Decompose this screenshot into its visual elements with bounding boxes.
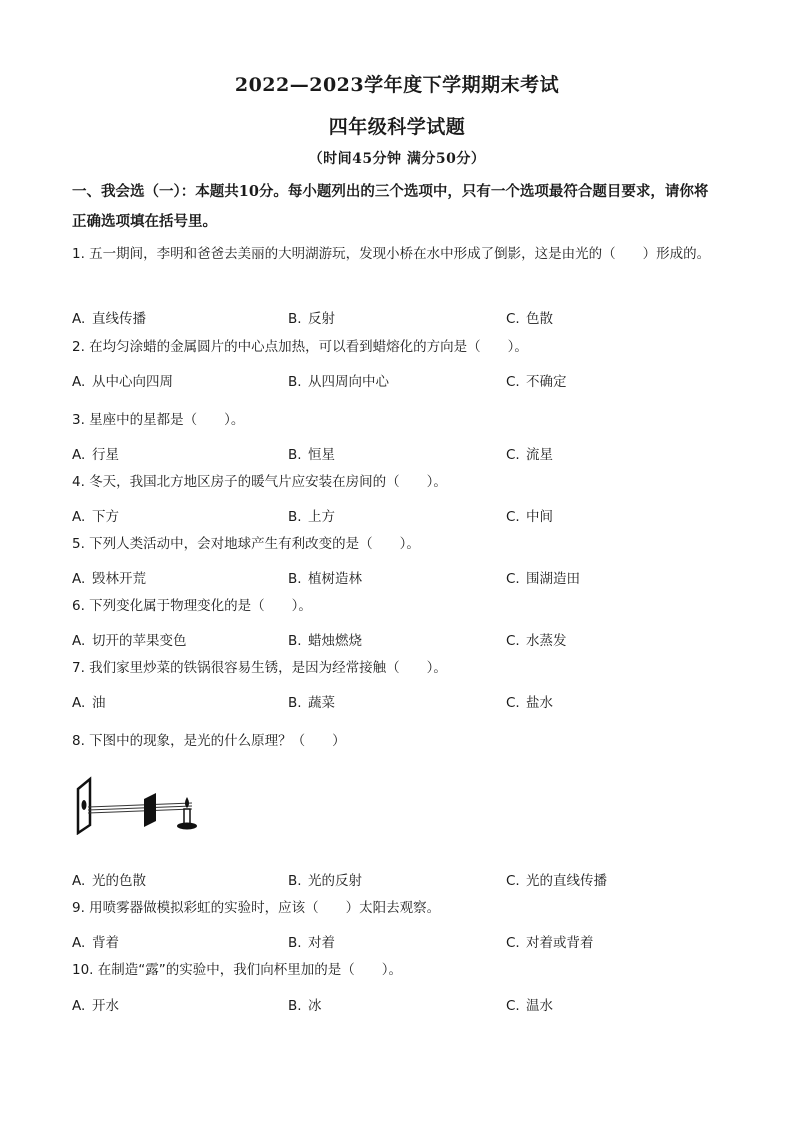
q6-option-a: A. 切开的苹果变色 (72, 633, 187, 649)
q3-option-b: B. 恒星 (288, 447, 335, 463)
question-4: 4. 冬天，我国北方地区房子的暖气片应安装在房间的（ ）。 (72, 474, 447, 490)
q7-option-a: A. 油 (72, 695, 106, 711)
q5-option-c: C. 围湖造田 (506, 571, 580, 587)
q10-option-c: C. 温水 (506, 998, 553, 1014)
q2-option-a: A. 从中心向四周 (72, 374, 173, 390)
q1-option-b: B. 反射 (288, 311, 335, 327)
q7-option-c: C. 盐水 (506, 695, 553, 711)
q8-option-c: C. 光的直线传播 (506, 873, 607, 889)
q4-option-c: C. 中间 (506, 509, 553, 525)
q10-option-b: B. 冰 (288, 998, 322, 1014)
q8-option-a: A. 光的色散 (72, 873, 146, 889)
q7-option-b: B. 蔬菜 (288, 695, 335, 711)
q9-option-a: A. 背着 (72, 935, 119, 951)
q9-option-b: B. 对着 (288, 935, 335, 951)
exam-subtitle: 四年级科学试题 (328, 116, 466, 138)
exam-title: 2022—2023学年度下学期期末考试 (234, 74, 560, 96)
q8-option-b: B. 光的反射 (288, 873, 362, 889)
question-6: 6. 下列变化属于物理变化的是（ ）。 (72, 598, 312, 614)
question-5: 5. 下列人类活动中，会对地球产生有利改变的是（ ）。 (72, 536, 420, 552)
q2-option-b: B. 从四周向中心 (288, 374, 389, 390)
q3-option-a: A. 行星 (72, 447, 119, 463)
q6-option-b: B. 蜡烛燃烧 (288, 633, 362, 649)
q3-option-c: C. 流星 (506, 447, 553, 463)
light-experiment-figure (74, 773, 202, 835)
q9-option-c: C. 对着或背着 (506, 935, 594, 951)
q2-option-c: C. 不确定 (506, 374, 567, 390)
question-8: 8. 下图中的现象，是光的什么原理？（ ） (72, 733, 346, 749)
q10-option-a: A. 开水 (72, 998, 119, 1014)
question-3: 3. 星座中的星都是（ ）。 (72, 412, 245, 428)
q1-option-c: C. 色散 (506, 311, 553, 327)
question-9: 9. 用喷雾器做模拟彩虹的实验时，应该（ ）太阳去观察。 (72, 900, 441, 916)
question-1: 1. 五一期间，李明和爸爸去美丽的大明湖游玩，发现小桥在水中形成了倒影，这是由光的（ ）形成的。 (72, 246, 711, 262)
question-10: 10. 在制造“露”的实验中，我们向杯里加的是（ ）。 (72, 962, 402, 978)
q4-option-a: A. 下方 (72, 509, 119, 525)
question-2: 2. 在均匀涂蜡的金属圆片的中心点加热，可以看到蜡熔化的方向是（ ）。 (72, 339, 528, 355)
exam-info: （时间45分钟 满分50分） (308, 151, 486, 167)
section-heading: 一、我会选（一）：本题共10分。每小题列出的三个选项中，只有一个选项最符合题目要求，请你将正确选项填在括号里。 (72, 183, 709, 230)
q4-option-b: B. 上方 (288, 509, 335, 525)
q6-option-c: C. 水蒸发 (506, 633, 567, 649)
q5-option-a: A. 毁林开荒 (72, 571, 146, 587)
q1-option-a: A. 直线传播 (72, 311, 146, 327)
q5-option-b: B. 植树造林 (288, 571, 362, 587)
question-7: 7. 我们家里炒菜的铁锅很容易生锈，是因为经常接触（ ）。 (72, 660, 447, 676)
